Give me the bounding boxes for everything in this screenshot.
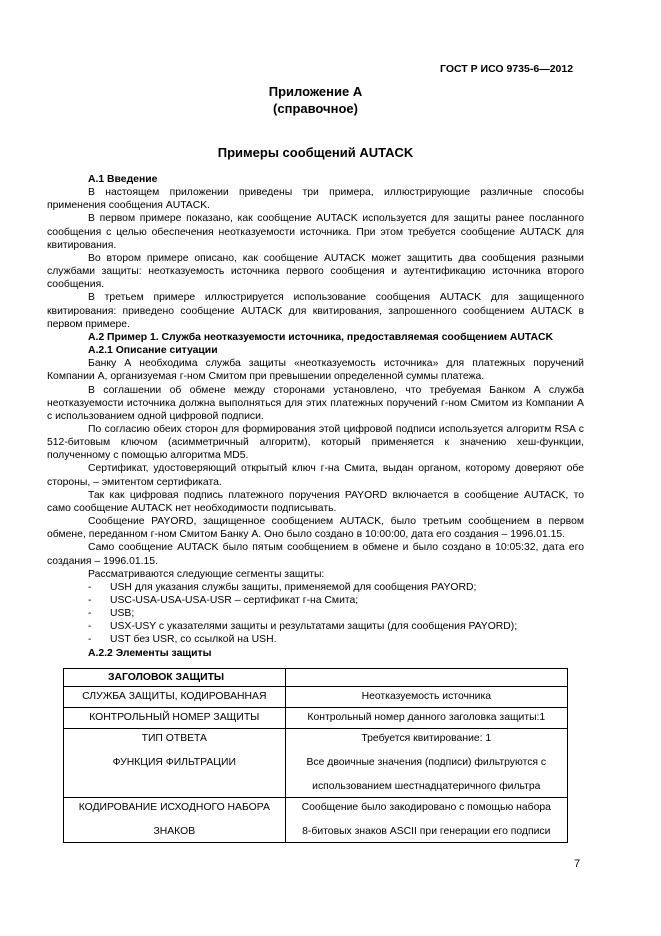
table-row xyxy=(64,669,568,687)
paragraph: Сертификат, удостоверяющий открытый ключ г-на Смита, выдан органом, которому доверяют обе стороны, – эмитентом сертификата. xyxy=(47,463,584,488)
cell-text: Контрольный номер данного заголовка защиты:1 xyxy=(307,712,546,723)
list-dash: - xyxy=(88,595,92,606)
table-row xyxy=(64,729,568,798)
table-header-cell: ЗАГОЛОВОК ЗАЩИТЫ xyxy=(64,669,286,687)
section-title: Примеры сообщений AUTACK xyxy=(217,145,414,160)
table-cell-right xyxy=(285,687,567,708)
paragraph: Так как цифровая подпись платежного поручения PAYORD включается в сообщение AUTACK, то само сообщение AUTACK нет необходимости подписывать. xyxy=(47,489,584,514)
paragraph: В первом примере показано, как сообщение AUTACK используется для защиты ранее посланного сообщения с целью обеспечения неотказуемости источника. При этом требуется сообщение AUTACK для квитирования. xyxy=(47,213,584,251)
paragraph: В настоящем приложении приведены три примера, иллюстрирующие различные способы применения сообщения AUTACK. xyxy=(47,187,584,212)
table-cell-right xyxy=(285,708,567,729)
cell-text: Все двоичные значения (подписи) фильтруются с xyxy=(306,757,547,768)
cell-text: КОДИРОВАНИЕ ИСХОДНОГО НАБОРА xyxy=(78,802,270,813)
paragraph: Банку А необходима служба защиты «неотказуемость источника» для платежных поручений Компании А, организуемая г-ном Смитом при превышении определенной суммы платежа. xyxy=(47,358,584,383)
table-cell-empty xyxy=(285,669,567,687)
list-item-text: USB; xyxy=(110,608,135,620)
list-dash: - xyxy=(88,634,92,646)
cell-text: ФУНКЦИЯ ФИЛЬТРАЦИИ xyxy=(112,757,236,768)
annex-title: Приложение А xyxy=(268,84,363,99)
list-item-text: USC-USA-USA-USA-USR – сертификат г-на Смита; xyxy=(110,595,359,606)
table-row xyxy=(64,798,568,843)
cell-text: ТИП ОТВЕТА xyxy=(141,733,207,744)
cell-text: ЗНАКОВ xyxy=(153,826,196,837)
list-dash: - xyxy=(88,581,92,593)
security-elements-table xyxy=(63,668,568,843)
list-item-text: USH для указания службы защиты, применяемой для сообщения PAYORD; xyxy=(110,581,477,593)
cell-text: 8-битовых знаков ASCII при генерации его подписи xyxy=(302,826,551,837)
list-item-text: USX-USY с указателями защиты и результатами защиты (для сообщения PAYORD); xyxy=(110,621,518,633)
table-cell-left xyxy=(64,708,286,729)
list-item xyxy=(47,633,584,646)
list-item xyxy=(47,607,584,620)
list-item xyxy=(47,581,584,594)
table-cell-left xyxy=(64,729,286,798)
table-row xyxy=(64,687,568,708)
page-number: 7 xyxy=(574,858,581,870)
heading-a21: А.2.1 Описание ситуации xyxy=(88,345,218,357)
paragraph: В соглашении об обмене между сторонами установлено, что требуемая Банком А служба неотказуемости источника должна выполняться для этих платежных поручений г-ном Смитом из Компании А с использованием одной цифровой подписи. xyxy=(47,384,584,422)
paragraph: Рассматриваются следующие сегменты защиты: xyxy=(88,568,325,580)
cell-text: использованием шестнадцатеричного фильтра xyxy=(312,781,541,792)
table-cell-right xyxy=(285,729,567,798)
list-dash: - xyxy=(88,621,92,633)
heading-a2: А.2 Пример 1. Служба неотказуемости источника, предоставляемая сообщением AUTACK xyxy=(88,331,554,343)
heading-a1: А.1 Введение xyxy=(88,174,158,185)
body-text xyxy=(47,173,584,660)
cell-text: СЛУЖБА ЗАЩИТЫ, КОДИРОВАННАЯ xyxy=(82,691,267,702)
table-cell-left xyxy=(64,687,286,708)
cell-text: Требуется квитирование: 1 xyxy=(361,733,492,744)
paragraph: Само сообщение AUTACK было пятым сообщением в обмене и было создано в 10:05:32, дата его создания – 1996.01.15. xyxy=(47,542,584,567)
standard-number: ГОСТ Р ИСО 9735-6—2012 xyxy=(440,63,574,75)
list-dash: - xyxy=(88,608,92,620)
table-cell-left xyxy=(64,798,286,843)
cell-text: КОНТРОЛЬНЫЙ НОМЕР ЗАЩИТЫ xyxy=(89,712,260,723)
list-item-text: UST без USR, со ссылкой на USH. xyxy=(110,634,277,646)
table-cell-right xyxy=(285,798,567,843)
paragraph: По согласию обеих сторон для формирования этой цифровой подписи используется алгоритм RSA с 512-битовым ключом (асимметричный алгоритм), который применяется к значению хеш-функции, полученному с помощью алгоритма MD5. xyxy=(47,423,584,462)
heading-a22: А.2.2 Элементы защиты xyxy=(88,647,212,659)
list-item xyxy=(47,620,584,633)
paragraph: Во втором примере описано, как сообщение AUTACK может защитить два сообщения разными службами защиты: неотказуемость источника первого сообщения и аутентификацию источника второго сообщения. xyxy=(47,252,584,291)
paragraph: Сообщение PAYORD, защищенное сообщением AUTACK, было третьим сообщением в первом обмене, переданном г-ном Смитом Банку А. Оно было создано в 10:00:00, дата его создания – 1996.01.15. xyxy=(47,516,584,541)
table-row xyxy=(64,708,568,729)
segment-list xyxy=(47,581,584,647)
list-item xyxy=(47,594,584,607)
annex-type: (справочное) xyxy=(273,101,358,116)
cell-text: Неотказуемость источника xyxy=(361,691,492,702)
cell-text: Сообщение было закодировано с помощью набора xyxy=(301,802,551,813)
paragraph: В третьем примере иллюстрируется использование сообщения AUTACK для защищенного квитирования: приведено сообщение AUTACK для квитирования, запрошенного сообщением AUTACK в первом примере. xyxy=(47,292,584,330)
